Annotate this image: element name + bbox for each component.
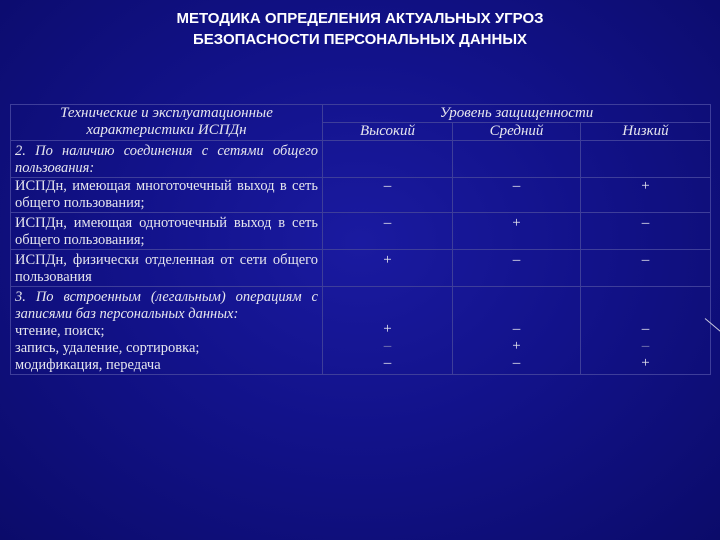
section-3-medium-write: +	[512, 338, 521, 354]
section-3-line-modify: модификация, передача	[15, 357, 161, 373]
section-3-low-modify: +	[641, 355, 650, 371]
row-singlepoint-low: –	[581, 213, 711, 250]
table-row-section2-title	[11, 141, 711, 178]
slide-title-line-2: БЕЗОПАСНОСТИ ПЕРСОНАЛЬНЫХ ДАННЫХ	[192, 31, 528, 48]
slide-title-line-1: МЕТОДИКА ОПРЕДЕЛЕНИЯ АКТУАЛЬНЫХ УГРОЗ	[176, 10, 544, 27]
section-3-medium-read: –	[512, 321, 521, 337]
row-singlepoint-medium: +	[453, 213, 581, 250]
section-3-high-modify: –	[383, 355, 392, 371]
section-3-medium-modify: –	[512, 355, 521, 371]
section-3-high	[323, 287, 453, 375]
header-characteristics: Технические и эксплуатационные характеристики ИСПДн	[11, 105, 323, 141]
row-isolated-text: ИСПДн, физически отделенная от сети общего пользования	[11, 250, 323, 287]
section-2-medium-empty	[453, 141, 581, 178]
section-3-medium	[453, 287, 581, 375]
section-3-low-read: –	[641, 321, 650, 337]
table-row	[11, 250, 711, 287]
table-row	[11, 213, 711, 250]
section-3-low	[581, 287, 711, 375]
section-3-line-write: запись, удаление, сортировка;	[15, 340, 200, 356]
row-singlepoint-text: ИСПДн, имеющая одноточечный выход в сеть общего пользования;	[11, 213, 323, 250]
section-3-high-write: –	[383, 338, 392, 354]
header-high: Высокий	[323, 123, 453, 141]
row-multipoint-medium: –	[453, 178, 581, 213]
row-multipoint-high: –	[323, 178, 453, 213]
section-2-low-empty	[581, 141, 711, 178]
section-3-line-read: чтение, поиск;	[15, 323, 105, 339]
table-row	[11, 178, 711, 213]
header-low: Низкий	[581, 123, 711, 141]
section-2-title: 2. По наличию соединения с сетями общего пользования:	[11, 141, 323, 178]
header-level-group: Уровень защищенности	[323, 105, 711, 123]
security-level-table	[10, 104, 711, 375]
table-row-section3	[11, 287, 711, 375]
row-isolated-low: –	[581, 250, 711, 287]
section-3-cell	[11, 287, 323, 375]
row-singlepoint-high: –	[323, 213, 453, 250]
row-multipoint-low: +	[581, 178, 711, 213]
row-multipoint-text: ИСПДн, имеющая многоточечный выход в сеть общего пользования;	[11, 178, 323, 213]
section-2-high-empty	[323, 141, 453, 178]
row-isolated-high: +	[323, 250, 453, 287]
row-isolated-medium: –	[453, 250, 581, 287]
section-3-high-read: +	[383, 321, 392, 337]
section-3-low-write: –	[641, 338, 650, 354]
header-medium: Средний	[453, 123, 581, 141]
section-3-title: 3. По встроенным (легальным) операциям с записями баз персональных данных:	[15, 289, 318, 322]
table-header-row	[11, 105, 711, 123]
slide-title	[0, 8, 720, 50]
